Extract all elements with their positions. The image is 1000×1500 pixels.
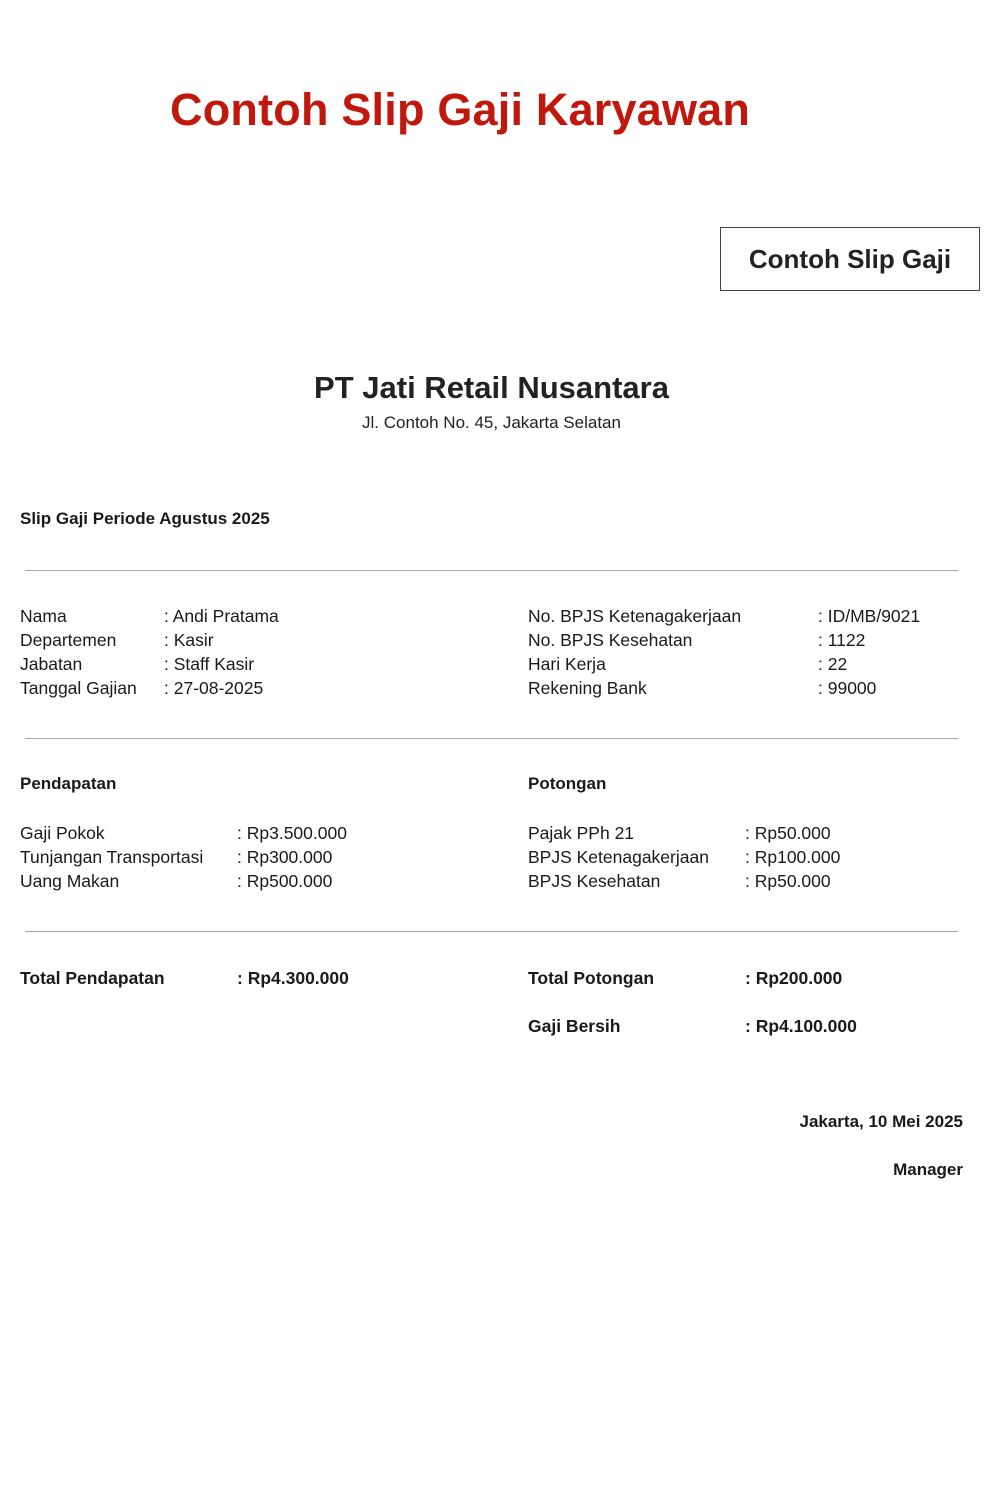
income-label: Uang Makan <box>20 871 120 891</box>
company-address: Jl. Contoh No. 45, Jakarta Selatan <box>362 413 621 432</box>
deduction-value: : Rp100.000 <box>745 847 841 867</box>
info-label: Rekening Bank <box>528 678 647 698</box>
deduction-label: Pajak PPh 21 <box>528 823 635 843</box>
divider <box>25 738 958 739</box>
signature-role: Manager <box>893 1160 963 1179</box>
info-value: : 27-08-2025 <box>164 678 264 698</box>
net-salary-value: : Rp4.100.000 <box>745 1016 857 1036</box>
net-salary-label: Gaji Bersih <box>528 1016 621 1036</box>
total-income-value: : Rp4.300.000 <box>237 968 349 988</box>
info-value: : Andi Pratama <box>164 606 279 626</box>
info-value: : 22 <box>818 654 848 674</box>
divider <box>25 570 958 571</box>
info-value: : 1122 <box>818 630 866 650</box>
income-row <box>20 821 490 845</box>
total-income-label: Total Pendapatan <box>20 968 165 988</box>
info-row-nama <box>20 604 490 628</box>
info-row-jabatan <box>20 652 490 676</box>
info-label: Jabatan <box>20 654 83 674</box>
deductions-heading: Potongan <box>528 774 607 793</box>
deduction-label: BPJS Ketenagakerjaan <box>528 847 709 867</box>
deduction-row <box>528 845 978 869</box>
income-label: Gaji Pokok <box>20 823 105 843</box>
deduction-label: BPJS Kesehatan <box>528 871 661 891</box>
info-label: No. BPJS Ketenagakerjaan <box>528 606 742 626</box>
total-deductions-label: Total Potongan <box>528 968 655 988</box>
info-label: Nama <box>20 606 67 626</box>
net-salary-row <box>528 1014 978 1038</box>
info-label: Tanggal Gajian <box>20 678 137 698</box>
info-value: : ID/MB/9021 <box>818 606 921 626</box>
deduction-row <box>528 869 978 893</box>
income-value: : Rp500.000 <box>237 871 333 891</box>
info-value: : Kasir <box>164 630 214 650</box>
info-label: No. BPJS Kesehatan <box>528 630 693 650</box>
divider <box>25 931 958 932</box>
income-value: : Rp3.500.000 <box>237 823 347 843</box>
slip-badge: Contoh Slip Gaji <box>720 227 980 291</box>
info-row-departemen <box>20 628 490 652</box>
slip-period: Slip Gaji Periode Agustus 2025 <box>20 509 270 528</box>
income-row <box>20 869 490 893</box>
info-label: Hari Kerja <box>528 654 606 674</box>
total-income-row <box>20 966 490 990</box>
total-deductions-row <box>528 966 978 990</box>
deduction-value: : Rp50.000 <box>745 823 831 843</box>
info-row-rekening-bank <box>528 676 978 700</box>
info-value: : 99000 <box>818 678 877 698</box>
page-title: Contoh Slip Gaji Karyawan <box>170 84 751 135</box>
info-row-bpjs-ketenagakerjaan <box>528 604 978 628</box>
company-name: PT Jati Retail Nusantara <box>314 370 669 405</box>
income-label: Tunjangan Transportasi <box>20 847 204 867</box>
info-value: : Staff Kasir <box>164 654 255 674</box>
income-value: : Rp300.000 <box>237 847 333 867</box>
info-label: Departemen <box>20 630 117 650</box>
info-row-hari-kerja <box>528 652 978 676</box>
income-heading: Pendapatan <box>20 774 117 793</box>
deduction-row <box>528 821 978 845</box>
deduction-value: : Rp50.000 <box>745 871 831 891</box>
income-row <box>20 845 490 869</box>
info-row-bpjs-kesehatan <box>528 628 978 652</box>
info-row-tanggal-gajian <box>20 676 490 700</box>
total-deductions-value: : Rp200.000 <box>745 968 843 988</box>
signature-place-date: Jakarta, 10 Mei 2025 <box>799 1112 963 1131</box>
